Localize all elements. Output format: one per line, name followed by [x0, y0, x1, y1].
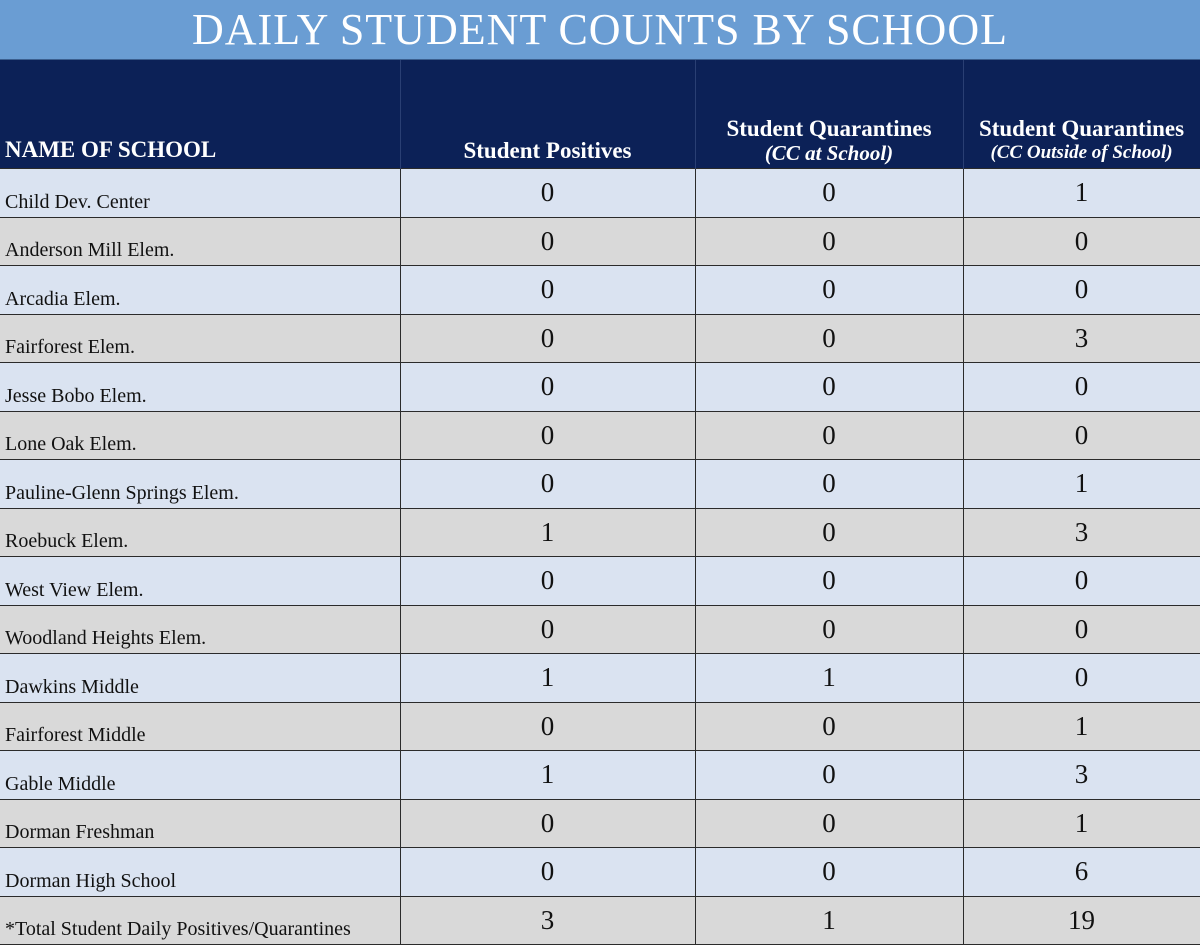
quarantines-school-cell: 0 — [695, 460, 963, 509]
quarantines-outside-cell: 0 — [963, 363, 1200, 412]
column-header-school: NAME OF SCHOOL — [0, 60, 400, 169]
school-name-cell: Lone Oak Elem. — [0, 411, 400, 460]
positives-cell: 0 — [400, 848, 695, 897]
quarantines-outside-cell: 0 — [963, 217, 1200, 266]
table-row — [0, 169, 1200, 218]
school-name-cell: Fairforest Middle — [0, 702, 400, 751]
table-row — [0, 363, 1200, 412]
positives-cell: 0 — [400, 557, 695, 606]
school-name-cell: Gable Middle — [0, 751, 400, 800]
quarantines-outside-cell: 1 — [963, 799, 1200, 848]
table-row — [0, 751, 1200, 800]
quarantines-school-cell: 0 — [695, 508, 963, 557]
quarantines-school-cell: 0 — [695, 363, 963, 412]
quarantines-school-cell: 0 — [695, 557, 963, 606]
page-title: DAILY STUDENT COUNTS BY SCHOOL — [0, 0, 1200, 60]
quarantines-outside-cell: 19 — [963, 896, 1200, 945]
table-row — [0, 848, 1200, 897]
quarantines-outside-cell: 0 — [963, 557, 1200, 606]
positives-cell: 0 — [400, 363, 695, 412]
table-row — [0, 508, 1200, 557]
quarantines-outside-cell: 6 — [963, 848, 1200, 897]
school-name-cell: Pauline-Glenn Springs Elem. — [0, 460, 400, 509]
quarantines-outside-sublabel: (CC Outside of School) — [990, 142, 1173, 163]
quarantines-school-cell: 0 — [695, 605, 963, 654]
quarantines-school-sublabel: (CC at School) — [764, 141, 894, 165]
positives-cell: 0 — [400, 314, 695, 363]
quarantines-school-cell: 0 — [695, 169, 963, 218]
school-name-cell: Anderson Mill Elem. — [0, 217, 400, 266]
positives-cell: 0 — [400, 169, 695, 218]
table-row — [0, 460, 1200, 509]
school-name-cell: Fairforest Elem. — [0, 314, 400, 363]
positives-cell: 0 — [400, 411, 695, 460]
school-name-cell: *Total Student Daily Positives/Quarantines — [0, 896, 400, 945]
table-row — [0, 605, 1200, 654]
column-header-positives: Student Positives — [400, 60, 695, 169]
column-header-quarantines-outside — [963, 60, 1200, 169]
positives-cell: 0 — [400, 266, 695, 315]
quarantines-outside-cell: 1 — [963, 460, 1200, 509]
table-row — [0, 654, 1200, 703]
table-row — [0, 896, 1200, 945]
table-row — [0, 557, 1200, 606]
quarantines-school-cell: 1 — [695, 896, 963, 945]
student-counts-table — [0, 60, 1200, 945]
school-name-cell: Dawkins Middle — [0, 654, 400, 703]
quarantines-school-cell: 0 — [695, 702, 963, 751]
quarantines-outside-cell: 1 — [963, 702, 1200, 751]
quarantines-school-label: Student Quarantines — [726, 116, 932, 141]
quarantines-school-cell: 0 — [695, 799, 963, 848]
quarantines-school-cell: 0 — [695, 217, 963, 266]
quarantines-outside-cell: 3 — [963, 314, 1200, 363]
school-name-cell: Child Dev. Center — [0, 169, 400, 218]
quarantines-outside-cell: 0 — [963, 266, 1200, 315]
quarantines-school-cell: 0 — [695, 751, 963, 800]
quarantines-school-cell: 0 — [695, 266, 963, 315]
quarantines-outside-cell: 3 — [963, 508, 1200, 557]
positives-cell: 0 — [400, 460, 695, 509]
school-name-cell: Dorman High School — [0, 848, 400, 897]
school-name-cell: Jesse Bobo Elem. — [0, 363, 400, 412]
quarantines-outside-cell: 0 — [963, 654, 1200, 703]
school-name-cell: Arcadia Elem. — [0, 266, 400, 315]
school-name-cell: Roebuck Elem. — [0, 508, 400, 557]
school-name-cell: West View Elem. — [0, 557, 400, 606]
table-row — [0, 411, 1200, 460]
school-name-cell: Dorman Freshman — [0, 799, 400, 848]
positives-cell: 0 — [400, 605, 695, 654]
positives-cell: 1 — [400, 508, 695, 557]
school-name-cell: Woodland Heights Elem. — [0, 605, 400, 654]
quarantines-school-cell: 0 — [695, 314, 963, 363]
positives-cell: 3 — [400, 896, 695, 945]
table-row — [0, 266, 1200, 315]
quarantines-outside-label: Student Quarantines — [978, 116, 1185, 141]
column-header-quarantines-school — [695, 60, 963, 169]
positives-cell: 0 — [400, 702, 695, 751]
positives-cell: 1 — [400, 654, 695, 703]
table-row — [0, 799, 1200, 848]
table-row — [0, 702, 1200, 751]
quarantines-outside-cell: 1 — [963, 169, 1200, 218]
quarantines-school-cell: 0 — [695, 411, 963, 460]
quarantines-school-cell: 0 — [695, 848, 963, 897]
quarantines-outside-cell: 3 — [963, 751, 1200, 800]
quarantines-outside-cell: 0 — [963, 411, 1200, 460]
table-header-row — [0, 60, 1200, 169]
positives-cell: 1 — [400, 751, 695, 800]
table-row — [0, 217, 1200, 266]
quarantines-outside-cell: 0 — [963, 605, 1200, 654]
positives-cell: 0 — [400, 217, 695, 266]
positives-cell: 0 — [400, 799, 695, 848]
quarantines-school-cell: 1 — [695, 654, 963, 703]
table-row — [0, 314, 1200, 363]
